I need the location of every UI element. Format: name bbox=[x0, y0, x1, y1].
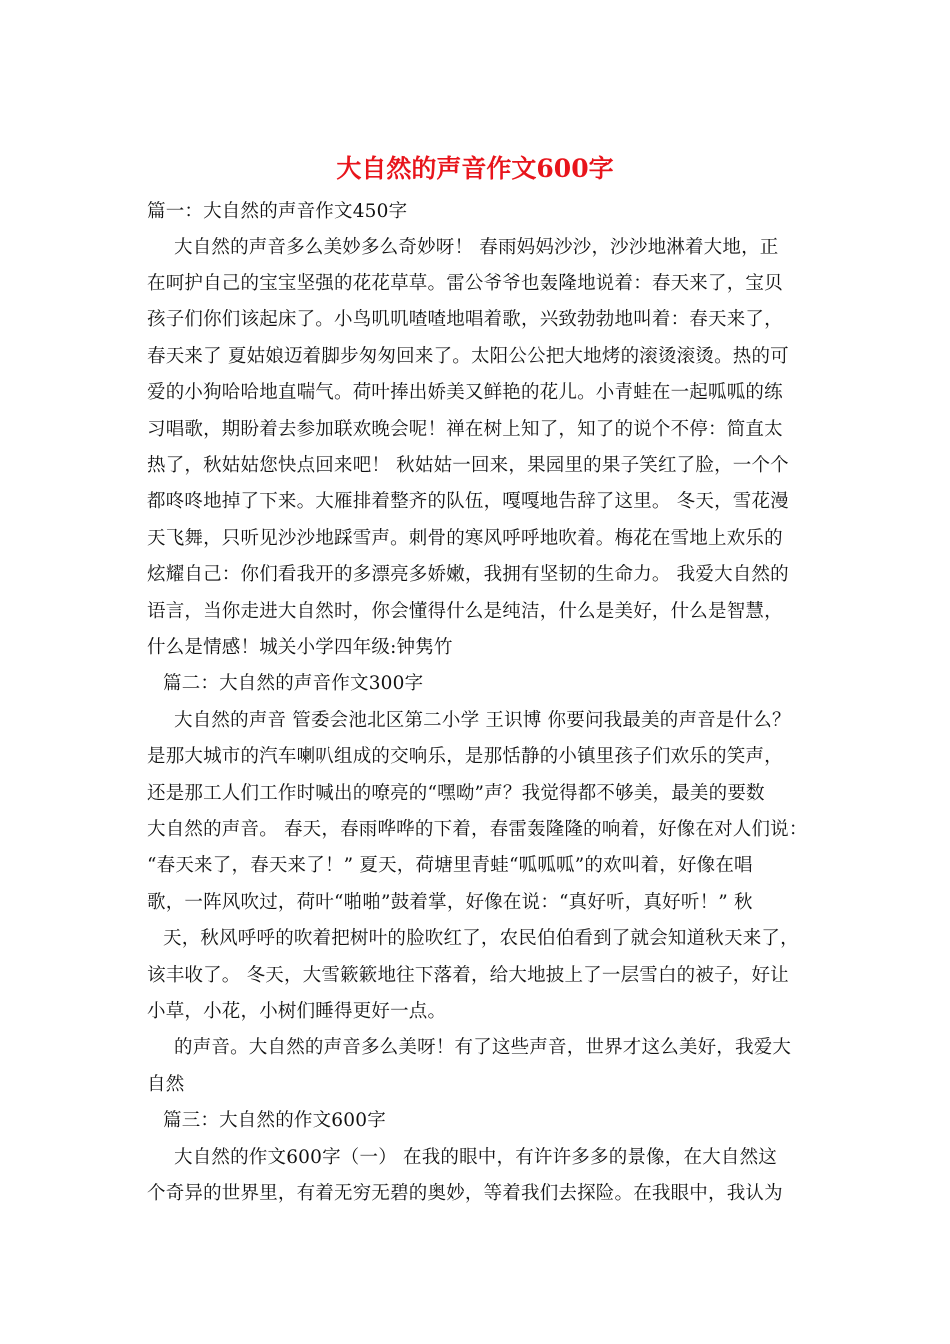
text-line: 天，秋风呼呼的吹着把树叶的脸吹红了，农民伯伯看到了就会知道秋天来了， bbox=[163, 928, 799, 949]
text-line: 都咚咚地掉了下来。大雁排着整齐的队伍，嘎嘎地告辞了这里。 冬天，雪花漫 bbox=[147, 491, 789, 512]
text-line: 热了，秋姑姑您快点回来吧！ 秋姑姑一回来，果园里的果子笑红了脸，一个个 bbox=[147, 455, 789, 476]
text-line: 小草，小花，小树们睡得更好一点。 bbox=[147, 1001, 447, 1022]
text-line: 还是那工人们工作时喊出的嘹亮的“嘿呦”声？我觉得都不够美，最美的要数 bbox=[147, 783, 765, 804]
text-line: 在呵护自己的宝宝坚强的花花草草。雷公爷爷也轰隆地说着：春天来了，宝贝 bbox=[147, 273, 783, 294]
text-line: 大自然的声音。 春天，春雨哗哗的下着，春雷轰隆隆的响着，好像在对人们说： bbox=[147, 819, 808, 840]
text-line: 什么是情感！城关小学四年级:钟隽竹 bbox=[147, 637, 453, 658]
text-line: 大自然的声音多么美妙多么奇妙呀！ 春雨妈妈沙沙，沙沙地淋着大地，正 bbox=[174, 237, 779, 258]
text-line: 习唱歌，期盼着去参加联欢晚会呢！禅在树上知了，知了的说个不停：简直太 bbox=[147, 419, 783, 440]
text-line: 个奇异的世界里，有着无穷无碧的奥妙，等着我们去探险。在我眼中，我认为 bbox=[147, 1183, 783, 1204]
text-line: “春天来了，春天来了！” 夏天，荷塘里青蛙“呱呱呱”的欢叫着，好像在唱 bbox=[147, 855, 753, 876]
text-line: 该丰收了。 冬天，大雪簌簌地往下落着，给大地披上了一层雪白的被子，好让 bbox=[147, 965, 789, 986]
text-line: 天飞舞，只听见沙沙地踩雪声。刺骨的寒风呼呼地吹着。梅花在雪地上欢乐的 bbox=[147, 528, 783, 549]
text-line: 炫耀自己：你们看我开的多漂亮多娇嫩，我拥有坚韧的生命力。 我爱大自然的 bbox=[147, 564, 789, 585]
text-line: 歌，一阵风吹过，荷叶“啪啪”鼓着掌，好像在说：“真好听，真好听！” 秋 bbox=[147, 892, 753, 913]
text-line: 自然 bbox=[147, 1074, 185, 1095]
text-line: 爱的小狗哈哈地直喘气。荷叶捧出娇美又鲜艳的花儿。小青蛙在一起呱呱的练 bbox=[147, 382, 783, 403]
text-line: 语言，当你走进大自然时，你会懂得什么是纯洁，什么是美好，什么是智慧， bbox=[147, 601, 783, 622]
text-line: 春天来了 夏姑娘迈着脚步匆匆回来了。太阳公公把大地烤的滚烫滚烫。热的可 bbox=[147, 346, 789, 367]
section-heading-3: 篇三：大自然的作文600字 bbox=[163, 1110, 386, 1131]
text-line: 是那大城市的汽车喇叭组成的交响乐，是那恬静的小镇里孩子们欢乐的笑声， bbox=[147, 746, 783, 767]
text-line: 的声音。大自然的声音多么美呀！有了这些声音，世界才这么美好，我爱大 bbox=[174, 1037, 792, 1058]
document-title: 大自然的声音作文600字 bbox=[336, 154, 614, 183]
text-line: 大自然的作文600字（一） 在我的眼中，有许许多多的景像，在大自然这 bbox=[174, 1147, 777, 1168]
text-line: 大自然的声音 管委会池北区第二小学 王识博 你要问我最美的声音是什么？ bbox=[174, 710, 791, 731]
section-heading-1: 篇一：大自然的声音作文450字 bbox=[147, 201, 408, 222]
text-line: 孩子们你们该起床了。小鸟叽叽喳喳地唱着歌，兴致勃勃地叫着：春天来了， bbox=[147, 309, 783, 330]
section-heading-2: 篇二：大自然的声音作文300字 bbox=[163, 673, 424, 694]
